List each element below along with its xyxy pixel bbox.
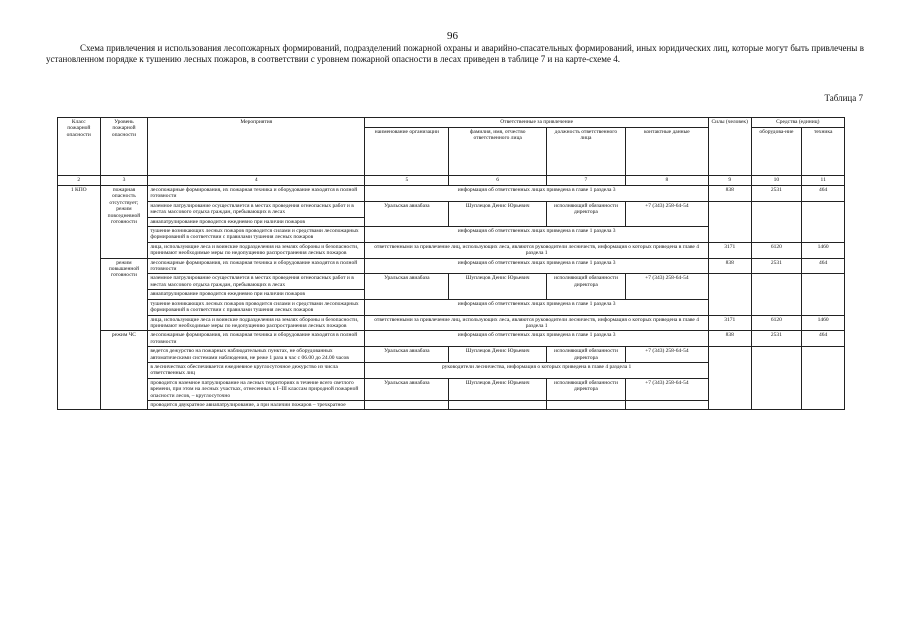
empty-cell <box>625 400 708 409</box>
column-number: 11 <box>802 176 845 186</box>
column-number: 3 <box>100 176 148 186</box>
empty-cell <box>802 201 845 242</box>
measure-cell: тушение возникающих лесных пожаров проводится силами и средствами лесопожарных формирований в соответствии с правилами тушения лесных пожаров <box>148 299 365 315</box>
position-cell: исполняющий обязанности директора <box>546 201 625 226</box>
column-number: 6 <box>449 176 547 186</box>
table-row <box>58 242 845 258</box>
position-cell: исполняющий обязанности директора <box>546 347 625 363</box>
person-cell: Шуплецов Денис Юрьевич <box>449 378 547 400</box>
header-measures: Мероприятия <box>148 118 365 176</box>
forces-value: 838 <box>708 258 751 274</box>
column-number: 5 <box>365 176 449 186</box>
header-forces: Силы (человек) <box>708 118 751 176</box>
table-row <box>58 258 845 274</box>
info-reference: информация об ответственных лицах приведена в главе 1 раздела 3 <box>365 227 709 243</box>
fire-response-table <box>57 117 845 410</box>
measure-cell: тушение возникающих лесных пожаров проводится силами и средствами лесопожарных формирований в соответствии с правилами тушения лесных пожаров <box>148 227 365 243</box>
forces-value: 3171 <box>708 242 751 258</box>
position-cell: исполняющий обязанности директора <box>546 274 625 299</box>
empty-cell <box>708 201 751 242</box>
org-cell: Уральская авиабаза <box>365 347 449 363</box>
forest-users-reference: ответственными за привлечение лиц, использующих леса, являются руководители лесничеств, информация о которых приведена в главе 4 раздела 1 <box>365 315 709 331</box>
column-number-row <box>58 176 845 186</box>
empty-cell <box>802 347 845 410</box>
forces-value: 838 <box>708 186 751 202</box>
column-number: 7 <box>546 176 625 186</box>
table-row <box>58 186 845 202</box>
measure-cell: проводится двукратное авиапатрулирование, а при наличии пожаров – трехкратное <box>148 400 365 409</box>
person-cell: Шуплецов Денис Юрьевич <box>449 201 547 226</box>
equipment-value: 2531 <box>751 186 802 202</box>
info-reference: информация об ответственных лицах приведена в главе 1 раздела 3 <box>365 258 709 274</box>
forest-heads-reference: руководители лесничества, информация о которых приведена в главе 4 раздела 1 <box>365 362 709 378</box>
org-cell: Уральская авиабаза <box>365 201 449 226</box>
measure-cell: наземное патрулирование осуществляется в местах проведения огнеопасных работ и в местах массового отдыха граждан, пребывающих в лесах <box>148 201 365 217</box>
measure-cell: в лесничествах обеспечивается ежедневное круглосуточное дежурство из числа ответственных лиц <box>148 362 365 378</box>
empty-cell <box>802 274 845 315</box>
header-class: Класс пожарной опасности <box>58 118 101 176</box>
empty-cell <box>708 347 751 410</box>
header-position: должность ответственного лица <box>546 128 625 176</box>
info-reference: информация об ответственных лицах приведена в главе 1 раздела 3 <box>365 299 709 315</box>
header-contacts: контактные данные <box>625 128 708 176</box>
forces-value: 3171 <box>708 315 751 331</box>
table-row <box>58 274 845 290</box>
equipment-value: 2531 <box>751 331 802 347</box>
phone-cell: +7 (343) 258-64-54 <box>625 378 708 400</box>
measure-cell: лесопожарные формирования, их пожарная техника и оборудование находятся в полной готовности <box>148 186 365 202</box>
header-machinery: техника <box>802 128 845 176</box>
person-cell: Шуплецов Денис Юрьевич <box>449 347 547 363</box>
measure-cell: наземное патрулирование осуществляется в местах проведения огнеопасных работ и в местах массового отдыха граждан, пребывающих в лесах <box>148 274 365 290</box>
table-caption: Таблица 7 <box>824 93 863 103</box>
table-row <box>58 331 845 347</box>
column-number: 9 <box>708 176 751 186</box>
column-number: 10 <box>751 176 802 186</box>
intro-paragraph: Схема привлечения и использования лесопожарных формирований, подразделений пожарной охраны и аварийно-спасательных формирований, иных юридических лиц, которые могут быть привлечены в установленном порядке к тушению лесных пожаров, в соответствии с уровнем пожарной опасности в лесах приведен в таблице 7 и на карте-схеме 4. <box>46 43 864 64</box>
column-number: 4 <box>148 176 365 186</box>
position-cell: исполняющий обязанности директора <box>546 378 625 400</box>
equipment-value: 6120 <box>751 315 802 331</box>
empty-cell <box>449 400 547 409</box>
empty-cell <box>546 400 625 409</box>
machinery-value: 1460 <box>802 242 845 258</box>
org-cell: Уральская авиабаза <box>365 378 449 400</box>
phone-cell: +7 (343) 258-64-54 <box>625 201 708 226</box>
measure-cell: авиапатрулирование проводится ежедневно при наличии пожаров <box>148 217 365 226</box>
header-row-1 <box>58 118 845 128</box>
measure-cell: лесопожарные формирования, их пожарная техника и оборудование находятся в полной готовности <box>148 331 365 347</box>
measure-cell: ведется дежурство на пожарных наблюдательных пунктах, не оборудованных автоматическими системами наблюдения, не реже 1 раза в час с 06.00 до 24.00 часов <box>148 347 365 363</box>
table-row <box>58 201 845 217</box>
measure-cell: авиапатрулирование проводится ежедневно при наличии пожаров <box>148 290 365 299</box>
org-cell: Уральская авиабаза <box>365 274 449 299</box>
measure-cell: лесопожарные формирования, их пожарная техника и оборудование находятся в полной готовности <box>148 258 365 274</box>
info-reference: информация об ответственных лицах приведена в главе 1 раздела 3 <box>365 186 709 202</box>
machinery-value: 464 <box>802 331 845 347</box>
machinery-value: 1460 <box>802 315 845 331</box>
header-responsible: Ответственные за привлечение <box>365 118 709 128</box>
measure-cell: лица, использующие леса и воинские подразделения на землях обороны и безопасности, принимают необходимые меры по недопущению распространения лесных пожаров <box>148 242 365 258</box>
machinery-value: 464 <box>802 186 845 202</box>
level-cell: пожарная опасность отсутствует; режим повседневной готовности <box>100 186 148 259</box>
column-number: 8 <box>625 176 708 186</box>
empty-cell <box>751 274 802 315</box>
table-row <box>58 347 845 363</box>
machinery-value: 464 <box>802 258 845 274</box>
header-org-name: наименование организации <box>365 128 449 176</box>
forest-users-reference: ответственными за привлечение лиц, использующих леса, являются руководители лесничеств, информация о которых приведена в главе 4 раздела 1 <box>365 242 709 258</box>
phone-cell: +7 (343) 258-64-54 <box>625 274 708 299</box>
header-means: Средства (единиц) <box>751 118 845 128</box>
table-row <box>58 315 845 331</box>
measure-cell: лица, использующие леса и воинские подразделения на землях обороны и безопасности, принимают необходимые меры по недопущению распространения лесных пожаров <box>148 315 365 331</box>
person-cell: Шуплецов Денис Юрьевич <box>449 274 547 299</box>
level-cell: режим повышенной готовности <box>100 258 148 331</box>
empty-cell <box>365 400 449 409</box>
column-number: 2 <box>58 176 101 186</box>
empty-cell <box>708 274 751 315</box>
header-person-name: фамилия, имя, отчество ответственного лица <box>449 128 547 176</box>
measure-cell: проводится наземное патрулирование на лесных территориях в течение всего светлого времени, при этом на лесных участках, отнесенных к I–III классам природной пожарной опасности лесов, – круглосуточно <box>148 378 365 400</box>
empty-cell <box>751 347 802 410</box>
header-equipment: оборудова-ние <box>751 128 802 176</box>
header-level: Уровень пожарной опасности <box>100 118 148 176</box>
empty-cell <box>751 201 802 242</box>
equipment-value: 6120 <box>751 242 802 258</box>
class-cell: 1 КПО <box>58 186 101 410</box>
forces-value: 838 <box>708 331 751 347</box>
level-cell: режим ЧС <box>100 331 148 410</box>
info-reference: информация об ответственных лицах приведена в главе 1 раздела 3 <box>365 331 709 347</box>
phone-cell: +7 (343) 258-64-54 <box>625 347 708 363</box>
equipment-value: 2531 <box>751 258 802 274</box>
page-number: 96 <box>447 30 458 42</box>
